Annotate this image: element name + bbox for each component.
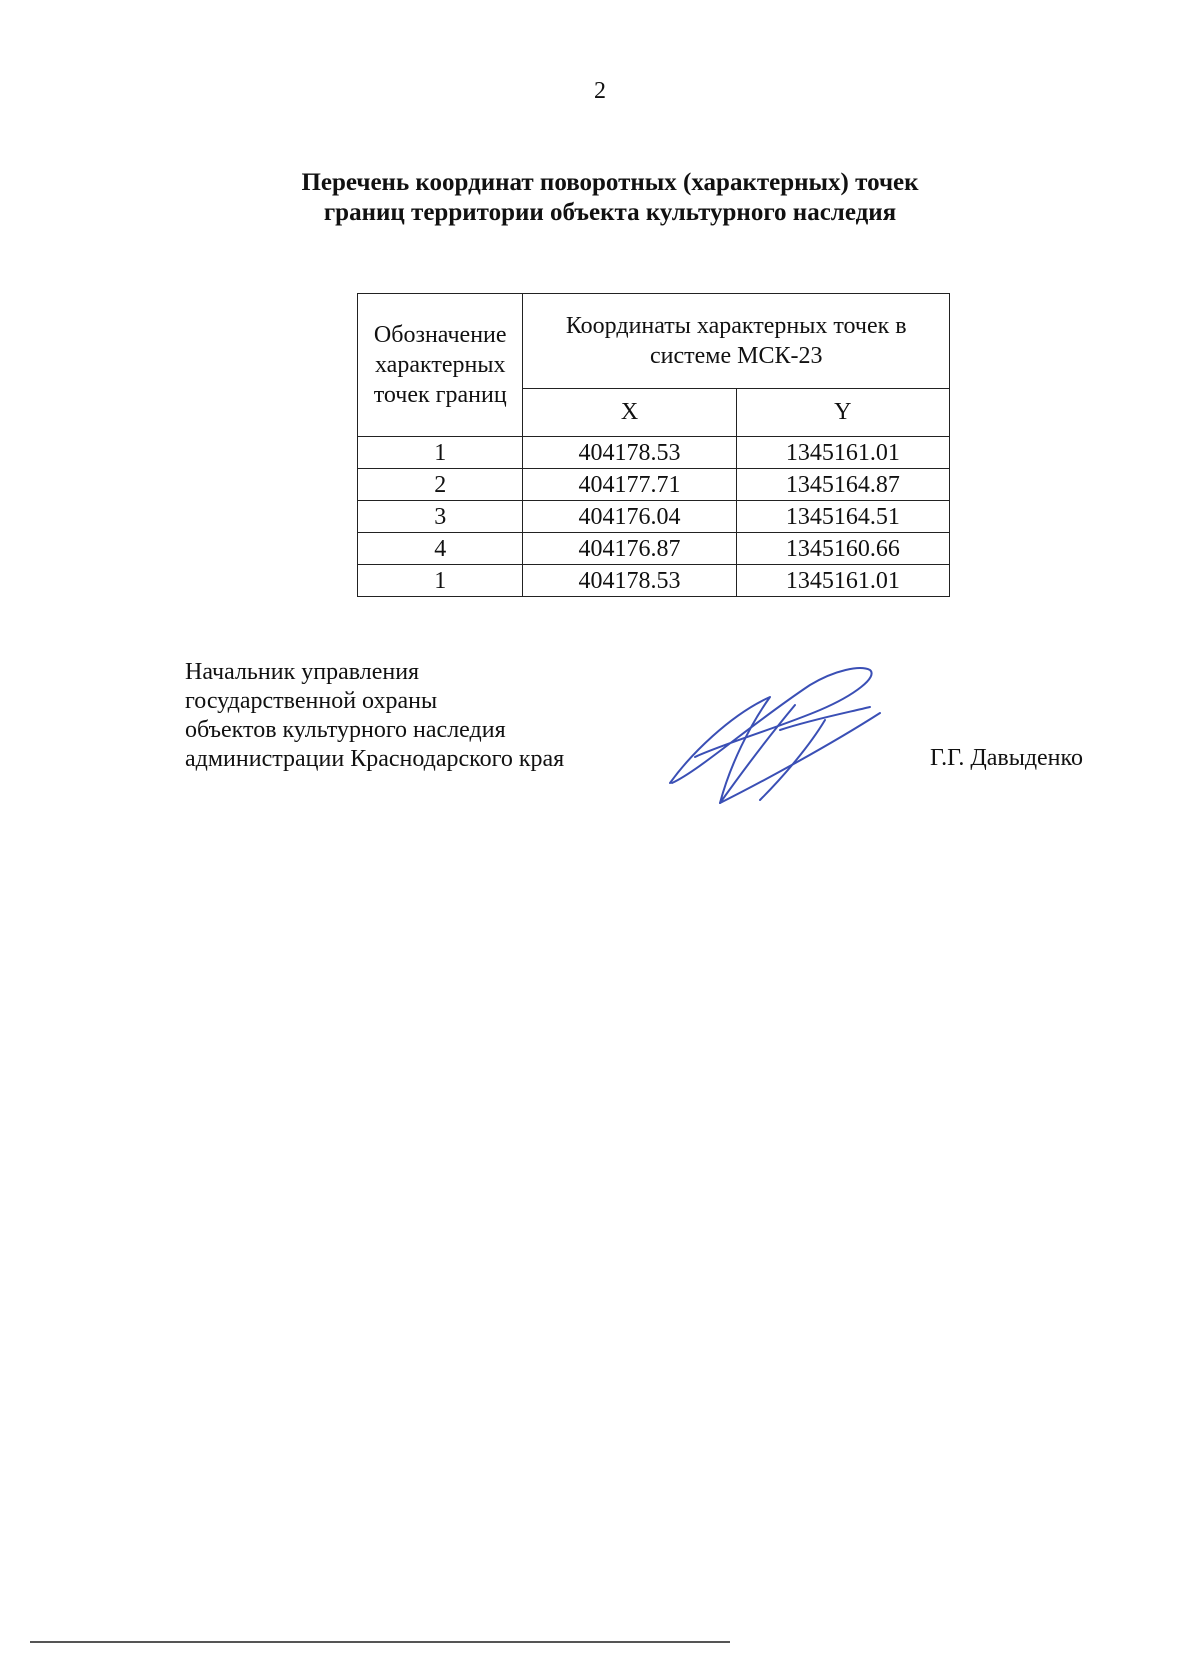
- table-row: [358, 469, 950, 501]
- cell-point: 1: [358, 565, 523, 597]
- page-number: 2: [594, 78, 606, 104]
- cell-y: 1345164.51: [736, 501, 949, 533]
- header-coordinates: [523, 294, 950, 389]
- cell-point: 1: [358, 437, 523, 469]
- cell-x: 404178.53: [523, 437, 736, 469]
- cell-x: 404177.71: [523, 469, 736, 501]
- cell-y: 1345164.87: [736, 469, 949, 501]
- position-line: государственной охраны: [185, 688, 438, 714]
- handwritten-signature: [660, 665, 890, 815]
- coordinates-table: [357, 293, 950, 597]
- footer-divider: [30, 1641, 730, 1643]
- cell-y: 1345161.01: [736, 565, 949, 597]
- header-label-line: Обозначение: [373, 322, 507, 348]
- cell-point: 2: [358, 469, 523, 501]
- title-line-2: границ территории объекта культурного наследия: [323, 199, 897, 226]
- header-coords-line: системе МСК-23: [649, 343, 823, 369]
- table-row: [358, 533, 950, 565]
- cell-x: 404176.87: [523, 533, 736, 565]
- table-row: [358, 565, 950, 597]
- table-row: [358, 501, 950, 533]
- table-row: [358, 437, 950, 469]
- header-label-line: точек границ: [373, 382, 507, 408]
- cell-x: 404176.04: [523, 501, 736, 533]
- header-coords-line: Координаты характерных точек в: [565, 313, 907, 339]
- header-point-designation: [358, 294, 523, 437]
- position-line: Начальник управления: [185, 659, 420, 685]
- signatory-position: [185, 658, 564, 774]
- cell-y: 1345160.66: [736, 533, 949, 565]
- cell-point: 4: [358, 533, 523, 565]
- position-line: администрации Краснодарского края: [185, 746, 565, 772]
- document-title: [290, 168, 930, 228]
- header-label-line: характерных: [375, 352, 506, 378]
- header-y: Y: [736, 389, 949, 437]
- cell-y: 1345161.01: [736, 437, 949, 469]
- title-line-1: Перечень координат поворотных (характерных) точек: [301, 169, 919, 196]
- signer-name: Г.Г. Давыденко: [930, 745, 1083, 771]
- cell-x: 404178.53: [523, 565, 736, 597]
- cell-point: 3: [358, 501, 523, 533]
- header-x: X: [523, 389, 736, 437]
- position-line: объектов культурного наследия: [185, 717, 506, 743]
